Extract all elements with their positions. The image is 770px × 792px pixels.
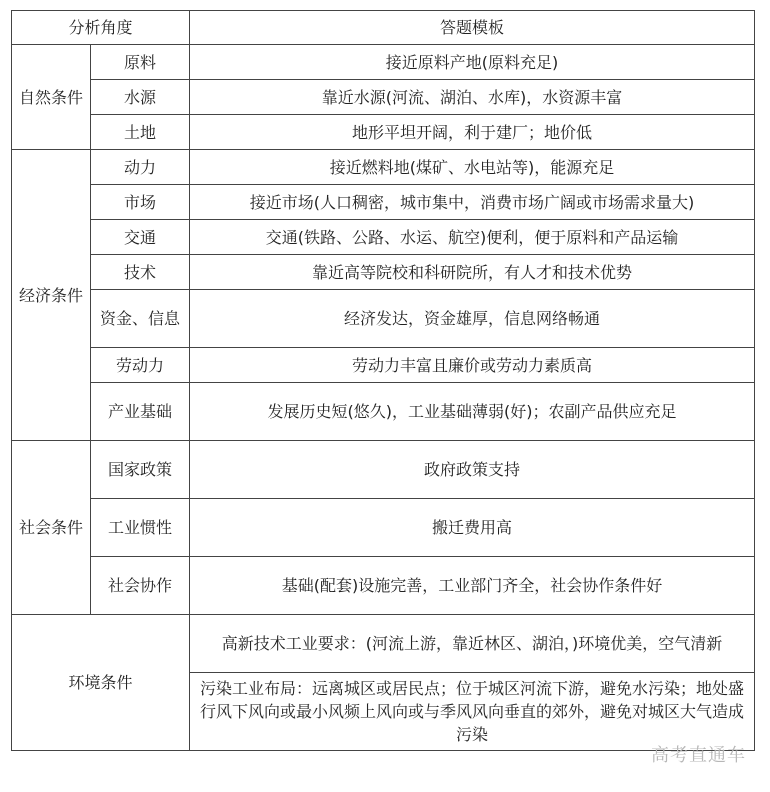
template-cell: 劳动力丰富且廉价或劳动力素质高: [190, 348, 755, 383]
table-row: [12, 45, 755, 80]
group-label-natural: 自然条件: [12, 45, 91, 150]
table-row: [12, 441, 755, 499]
factor-cell: 劳动力: [91, 348, 190, 383]
table-row: [12, 499, 755, 557]
factor-cell: 国家政策: [91, 441, 190, 499]
answer-template-table: [11, 10, 755, 751]
factor-cell: 技术: [91, 255, 190, 290]
factor-cell: 市场: [91, 185, 190, 220]
factor-cell: 水源: [91, 80, 190, 115]
template-cell: 污染工业布局：远离城区或居民点；位于城区河流下游，避免水污染；地处盛行风下风向或最小风频上风向或与季风风向垂直的郊外，避免对城区大气造成污染: [190, 673, 755, 751]
template-cell: 接近燃料地(煤矿、水电站等)，能源充足: [190, 150, 755, 185]
table-row: [12, 348, 755, 383]
factor-cell: 产业基础: [91, 383, 190, 441]
table-header-row: [12, 11, 755, 45]
factor-cell: 社会协作: [91, 557, 190, 615]
table-row: [12, 255, 755, 290]
factor-cell: 动力: [91, 150, 190, 185]
factor-cell: 交通: [91, 220, 190, 255]
template-cell: 交通(铁路、公路、水运、航空)便利，便于原料和产品运输: [190, 220, 755, 255]
template-cell: 政府政策支持: [190, 441, 755, 499]
table-row: [12, 185, 755, 220]
template-cell: 接近市场(人口稠密，城市集中，消费市场广阔或市场需求量大): [190, 185, 755, 220]
template-cell: 基础(配套)设施完善，工业部门齐全，社会协作条件好: [190, 557, 755, 615]
template-cell: 高新技术工业要求：(河流上游，靠近林区、湖泊，)环境优美，空气清新: [190, 615, 755, 673]
template-cell: 接近原料产地(原料充足): [190, 45, 755, 80]
template-cell: 靠近水源(河流、湖泊、水库)，水资源丰富: [190, 80, 755, 115]
factor-cell: 资金、信息: [91, 290, 190, 348]
template-cell: 靠近高等院校和科研院所，有人才和技术优势: [190, 255, 755, 290]
factor-cell: 土地: [91, 115, 190, 150]
table-row: [12, 383, 755, 441]
group-label-economic: 经济条件: [12, 150, 91, 441]
watermark-text: 高考直通车: [651, 745, 746, 766]
group-label-environment: 环境条件: [12, 615, 190, 751]
template-cell: 地形平坦开阔，利于建厂；地价低: [190, 115, 755, 150]
template-cell: 发展历史短(悠久)，工业基础薄弱(好)；农副产品供应充足: [190, 383, 755, 441]
table-row: [12, 615, 755, 673]
header-answer-template: 答题模板: [190, 11, 755, 45]
table-row: [12, 220, 755, 255]
header-analysis-angle: 分析角度: [12, 11, 190, 45]
table-row: [12, 150, 755, 185]
template-cell: 搬迁费用高: [190, 499, 755, 557]
group-label-social: 社会条件: [12, 441, 91, 615]
table-row: [12, 115, 755, 150]
table-row: [12, 80, 755, 115]
table-row: [12, 290, 755, 348]
factor-cell: 工业惯性: [91, 499, 190, 557]
template-cell: 经济发达，资金雄厚，信息网络畅通: [190, 290, 755, 348]
table-row: [12, 557, 755, 615]
factor-cell: 原料: [91, 45, 190, 80]
